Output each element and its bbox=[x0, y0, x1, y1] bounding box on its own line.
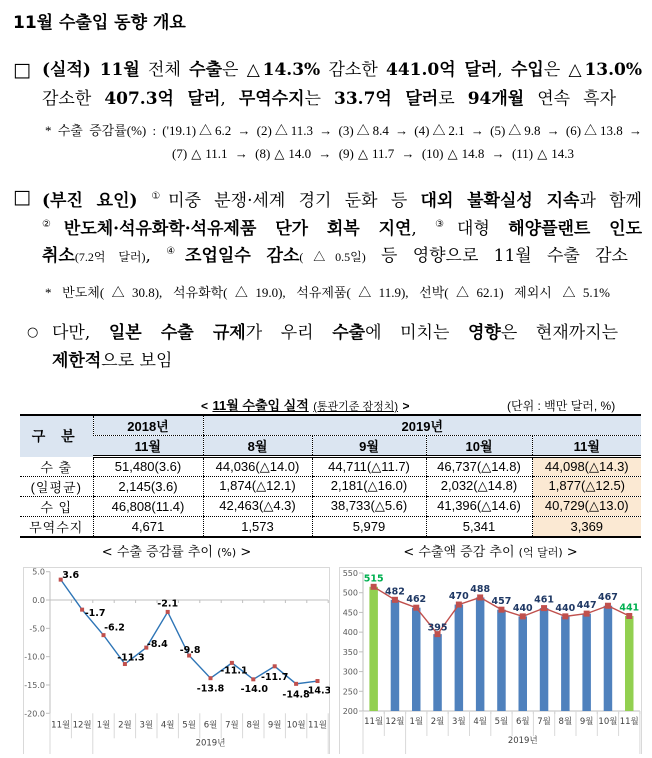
x-category-label: 3월 bbox=[139, 720, 154, 731]
x-category-label: 11월 bbox=[364, 717, 384, 727]
y-tick-label: 5.0 bbox=[32, 567, 45, 577]
x-category-label: 4월 bbox=[473, 717, 487, 727]
data-label: -6.2 bbox=[104, 622, 125, 634]
bar bbox=[540, 608, 549, 711]
table-cell: 44,036(△14.0) bbox=[203, 457, 312, 477]
title-main: 수출 증감률 추이 bbox=[116, 545, 213, 560]
bar bbox=[391, 600, 400, 711]
table-cell: 38,733(△5.6) bbox=[312, 496, 426, 516]
data-point-marker bbox=[477, 594, 483, 600]
x-category-label: 2월 bbox=[118, 720, 132, 731]
data-label: 447 bbox=[576, 600, 597, 612]
text: , bbox=[220, 89, 239, 109]
data-label: 457 bbox=[491, 596, 512, 608]
data-point-marker bbox=[498, 607, 504, 613]
data-label: -11.1 bbox=[220, 665, 248, 677]
text: , bbox=[411, 219, 436, 239]
data-label: 440 bbox=[512, 602, 533, 614]
month-text: 11월 bbox=[90, 60, 140, 80]
text: 대형 bbox=[457, 219, 509, 239]
header-month-2019-08: 8월 bbox=[203, 436, 312, 457]
japan-line-2 bbox=[52, 351, 172, 371]
bar bbox=[497, 610, 506, 711]
caption-note: (통관기준 잠정치) bbox=[313, 401, 399, 413]
table-header-row-months bbox=[20, 436, 641, 457]
x-category-label: 1월 bbox=[409, 717, 424, 727]
data-point-marker bbox=[273, 664, 277, 668]
y-tick-label: 200 bbox=[342, 707, 358, 716]
price-recovery-keyword: 반도체·석유화학·석유제품 단가 회복 지연 bbox=[63, 219, 412, 239]
x-category-label: 9월 bbox=[579, 717, 594, 727]
data-point-marker bbox=[316, 679, 320, 683]
x-category-label: 1월 bbox=[96, 720, 111, 731]
text: 미중 분쟁·세계 경기 둔화 등 bbox=[168, 191, 421, 211]
table-cell: 1,573 bbox=[203, 516, 312, 537]
x-category-label: 3월 bbox=[452, 717, 466, 727]
x-category-label: 6월 bbox=[515, 717, 530, 727]
bar bbox=[476, 597, 485, 711]
working-days-change: (△0.5일) bbox=[299, 250, 366, 264]
text: 감소한 bbox=[42, 89, 105, 109]
data-point-marker bbox=[230, 661, 234, 665]
data-point-marker bbox=[294, 682, 298, 686]
table-row-imports bbox=[20, 496, 641, 516]
data-label: 488 bbox=[470, 583, 491, 595]
surplus-months: 94개월 bbox=[467, 89, 525, 109]
bar bbox=[604, 606, 613, 711]
japan-regulation-keyword: 일본 수출 규제 bbox=[108, 323, 246, 343]
title-close-bracket: > bbox=[566, 545, 578, 560]
data-label: 441 bbox=[619, 602, 640, 614]
title-unit: (%) bbox=[217, 546, 237, 559]
trade-balance-amount: 33.7억 달러 bbox=[334, 89, 439, 109]
export-growth-line-chart bbox=[23, 567, 330, 754]
text: 로 bbox=[438, 89, 468, 109]
x-category-label: 7월 bbox=[225, 720, 239, 731]
data-label: -14.3 bbox=[303, 685, 330, 697]
x-category-label: 8월 bbox=[246, 720, 261, 731]
import-keyword: 수입 bbox=[510, 60, 544, 80]
export-amount: 441.0억 달러 bbox=[386, 60, 498, 80]
data-point-marker bbox=[562, 613, 568, 619]
label-performance: (실적) bbox=[42, 60, 91, 80]
offshore-plant-keyword: 해양플랜트 인도 bbox=[508, 219, 643, 239]
row-label: 무역수지 bbox=[20, 516, 93, 537]
table-cell: 5,979 bbox=[312, 516, 426, 537]
performance-line-1 bbox=[42, 60, 642, 80]
bar bbox=[561, 616, 570, 711]
growth-chart-svg bbox=[23, 567, 330, 754]
table-header-row-years bbox=[20, 415, 641, 436]
table-cell: 44,711(△11.7) bbox=[312, 457, 426, 477]
data-point-marker bbox=[80, 608, 84, 612]
table-row-daily-average bbox=[20, 476, 641, 496]
table-cell: 46,808(11.4) bbox=[93, 496, 203, 516]
export-amount-bar-chart bbox=[339, 567, 642, 754]
data-point-marker bbox=[251, 677, 255, 681]
data-point-marker bbox=[102, 633, 106, 637]
header-year-2019: 2019년 bbox=[203, 415, 641, 436]
document-title: 11월 수출입 동향 개요 bbox=[13, 13, 186, 33]
data-point-marker bbox=[456, 602, 462, 608]
row-label: 수 출 bbox=[20, 457, 93, 477]
header-category: 구 분 bbox=[20, 415, 93, 457]
cancellation-amount: (7.2억 달러) bbox=[74, 250, 146, 264]
export-keyword: 수출 bbox=[189, 60, 223, 80]
data-label: 482 bbox=[385, 586, 405, 598]
data-label: -9.8 bbox=[179, 645, 201, 657]
circled-number-2: ② bbox=[42, 219, 64, 230]
label-weakness: (부진 요인) bbox=[42, 191, 152, 211]
row-label: (일평균) bbox=[20, 476, 93, 496]
table-row-trade-balance bbox=[20, 516, 641, 537]
header-month-2018-11: 11월 bbox=[93, 436, 203, 457]
x-group-label: 2019년 bbox=[195, 738, 226, 749]
x-category-label: 12월 bbox=[385, 717, 405, 727]
data-label: -14.8 bbox=[282, 689, 310, 701]
table-cell: 2,145(3.6) bbox=[93, 476, 203, 496]
table-cell-highlight: 3,369 bbox=[532, 516, 641, 537]
data-point-marker bbox=[166, 610, 170, 614]
bar bbox=[455, 605, 464, 711]
y-tick-label: -20.0 bbox=[24, 709, 45, 719]
bar bbox=[625, 616, 634, 711]
x-category-label: 5월 bbox=[494, 717, 509, 727]
table-cell: 4,671 bbox=[93, 516, 203, 537]
export-change-rate: △14.3% bbox=[246, 60, 321, 80]
caption-open-bracket: < bbox=[201, 399, 209, 413]
import-amount: 407.3억 달러 bbox=[104, 89, 221, 109]
bar bbox=[369, 587, 378, 711]
weakness-line-3 bbox=[42, 242, 628, 267]
y-tick-label: 550 bbox=[342, 569, 358, 578]
checkbox-square-icon: □ bbox=[13, 186, 31, 208]
bullet-circle-icon: ○ bbox=[27, 325, 39, 340]
x-category-label: 2월 bbox=[430, 717, 445, 727]
data-point-marker bbox=[413, 605, 419, 611]
data-point-marker bbox=[584, 611, 590, 617]
x-category-label: 10월 bbox=[598, 717, 618, 727]
y-tick-label: 300 bbox=[342, 667, 358, 677]
text: 다만, bbox=[52, 323, 109, 343]
x-category-label: 8월 bbox=[558, 717, 573, 727]
bar bbox=[412, 608, 421, 711]
export-import-table bbox=[20, 414, 641, 538]
data-label: -13.8 bbox=[196, 683, 225, 695]
x-category-label: 11월 bbox=[307, 720, 328, 731]
data-label: -14.0 bbox=[240, 683, 268, 695]
trade-balance-keyword: 무역수지 bbox=[238, 89, 305, 109]
data-label: -2.1 bbox=[157, 598, 179, 610]
data-point-marker bbox=[371, 584, 377, 590]
row-label: 수 입 bbox=[20, 496, 93, 516]
data-label: 440 bbox=[555, 602, 576, 614]
data-label: 3.6 bbox=[62, 570, 80, 582]
excluding-items-note: * 반도체(△30.8), 석유화학(△19.0), 석유제품(△11.9), 선박(△62.1) 제외시 △5.1% bbox=[45, 285, 610, 300]
circled-number-1: ① bbox=[151, 191, 169, 202]
table-cell-highlight: 44,098(△14.3) bbox=[532, 457, 641, 477]
x-category-label: 11월 bbox=[51, 720, 71, 731]
text: 가 우리 bbox=[245, 323, 333, 343]
x-group-label: 2019년 bbox=[507, 736, 538, 746]
performance-line-2 bbox=[42, 89, 616, 109]
data-point-marker bbox=[626, 613, 632, 619]
data-label: 515 bbox=[363, 573, 384, 585]
data-point-marker bbox=[520, 613, 526, 619]
table-cell: 2,181(△16.0) bbox=[312, 476, 426, 496]
data-label: 461 bbox=[534, 594, 554, 606]
weakness-line-1 bbox=[42, 187, 642, 211]
data-label: -11.7 bbox=[261, 671, 289, 683]
title-open-bracket: < bbox=[101, 545, 113, 560]
text: 등 영향으로 11월 수출 감소 bbox=[365, 246, 628, 266]
text: 은 현재까지는 bbox=[500, 323, 619, 343]
x-category-label: 9월 bbox=[267, 720, 282, 731]
japan-line-1 bbox=[52, 323, 618, 343]
x-category-label: 7월 bbox=[537, 717, 551, 727]
table-row-exports bbox=[20, 457, 641, 477]
amount-chart-title bbox=[339, 545, 642, 561]
y-tick-label: 250 bbox=[342, 687, 358, 697]
bar bbox=[519, 616, 528, 711]
text: 감소한 bbox=[320, 60, 387, 80]
data-point-marker bbox=[541, 605, 547, 611]
circled-number-3: ③ bbox=[435, 219, 458, 230]
bar bbox=[582, 614, 591, 711]
export-keyword: 수출 bbox=[332, 323, 366, 343]
y-tick-label: -5.0 bbox=[29, 624, 45, 634]
export-growth-note-line-1: * 수출 증감률(%) : ('19.1)△6.2 → (2)△11.3 → (3)△8.4 → (4)△2.1 → (5)△9.8 → (6)△13.8 → bbox=[45, 123, 642, 138]
table-cell: 51,480(3.6) bbox=[93, 457, 203, 477]
title-close-bracket: > bbox=[240, 545, 252, 560]
growth-chart-title bbox=[23, 545, 330, 561]
data-point-marker bbox=[392, 597, 398, 603]
circled-number-4: ④ bbox=[166, 246, 186, 257]
x-category-label: 6월 bbox=[203, 720, 218, 731]
table-cell: 2,032(△14.8) bbox=[426, 476, 532, 496]
text: 으로 보임 bbox=[101, 351, 173, 371]
header-month-2019-09: 9월 bbox=[312, 436, 426, 457]
title-main: 수출액 증감 추이 bbox=[418, 545, 515, 560]
x-category-label: 11월 bbox=[619, 717, 639, 727]
x-category-label: 10월 bbox=[286, 720, 306, 731]
weakness-line-2 bbox=[42, 215, 642, 239]
y-tick-label: 500 bbox=[342, 588, 358, 598]
export-growth-note-line-2: (7)△11.1 → (8)△14.0 → (9)△11.7 → (10)△14.8 → (11)△14.3 bbox=[172, 146, 574, 161]
table-unit: (단위 : 백만 달러, %) bbox=[507, 399, 616, 413]
data-label: -11.3 bbox=[117, 652, 145, 664]
table-cell-highlight: 1,877(△12.5) bbox=[532, 476, 641, 496]
data-label: 462 bbox=[406, 594, 427, 606]
data-label: -1.7 bbox=[84, 608, 106, 620]
x-category-label: 12월 bbox=[72, 720, 92, 731]
text: 전체 bbox=[139, 60, 190, 80]
text: 연속 흑자 bbox=[524, 89, 616, 109]
uncertainty-keyword: 대외 불확실성 지속 bbox=[420, 191, 580, 211]
data-point-marker bbox=[209, 676, 213, 680]
table-cell: 1,874(△12.1) bbox=[203, 476, 312, 496]
working-days-keyword: 조업일수 감소 bbox=[185, 246, 300, 266]
import-change-rate: △13.0% bbox=[568, 60, 643, 80]
checkbox-square-icon: □ bbox=[13, 59, 31, 81]
amount-chart-svg bbox=[339, 567, 642, 754]
title-open-bracket: < bbox=[403, 545, 415, 560]
table-cell: 41,396(△14.6) bbox=[426, 496, 532, 516]
text: 에 미치는 bbox=[365, 323, 468, 343]
bar bbox=[433, 634, 442, 711]
data-label: -8.4 bbox=[146, 639, 168, 651]
y-tick-label: -10.0 bbox=[24, 652, 45, 662]
y-tick-label: 0.0 bbox=[32, 596, 45, 606]
x-category-label: 4월 bbox=[160, 720, 175, 731]
caption-close-bracket: > bbox=[402, 399, 410, 413]
y-tick-label: 350 bbox=[342, 647, 358, 657]
y-tick-label: 400 bbox=[342, 628, 358, 638]
text: , bbox=[497, 60, 511, 80]
x-category-label: 5월 bbox=[182, 720, 196, 731]
cancellation-keyword: 취소 bbox=[42, 246, 75, 266]
table-cell: 46,737(△14.8) bbox=[426, 457, 532, 477]
limited-keyword: 제한적 bbox=[52, 351, 102, 371]
title-unit: (억 달러) bbox=[518, 546, 563, 559]
text: 과 함께 bbox=[579, 191, 642, 211]
data-label: 467 bbox=[598, 592, 618, 604]
table-cell: 42,463(△4.3) bbox=[203, 496, 312, 516]
table-caption bbox=[201, 398, 409, 415]
impact-keyword: 영향 bbox=[468, 323, 501, 343]
table-cell: 5,341 bbox=[426, 516, 532, 537]
data-label: 470 bbox=[448, 591, 469, 603]
text: 은 bbox=[543, 60, 569, 80]
text: , bbox=[145, 246, 167, 266]
header-month-2019-10: 10월 bbox=[426, 436, 532, 457]
text: 은 bbox=[222, 60, 247, 80]
caption-title: 11월 수출입 실적 bbox=[212, 398, 309, 413]
text: 는 bbox=[304, 89, 334, 109]
data-point-marker bbox=[605, 603, 611, 609]
y-tick-label: -15.0 bbox=[24, 680, 45, 690]
header-month-2019-11: 11월 bbox=[532, 436, 641, 457]
y-tick-label: 450 bbox=[342, 608, 358, 618]
header-year-2018: 2018년 bbox=[93, 415, 203, 436]
table-cell-highlight: 40,729(△13.0) bbox=[532, 496, 641, 516]
data-label: 395 bbox=[427, 622, 448, 634]
